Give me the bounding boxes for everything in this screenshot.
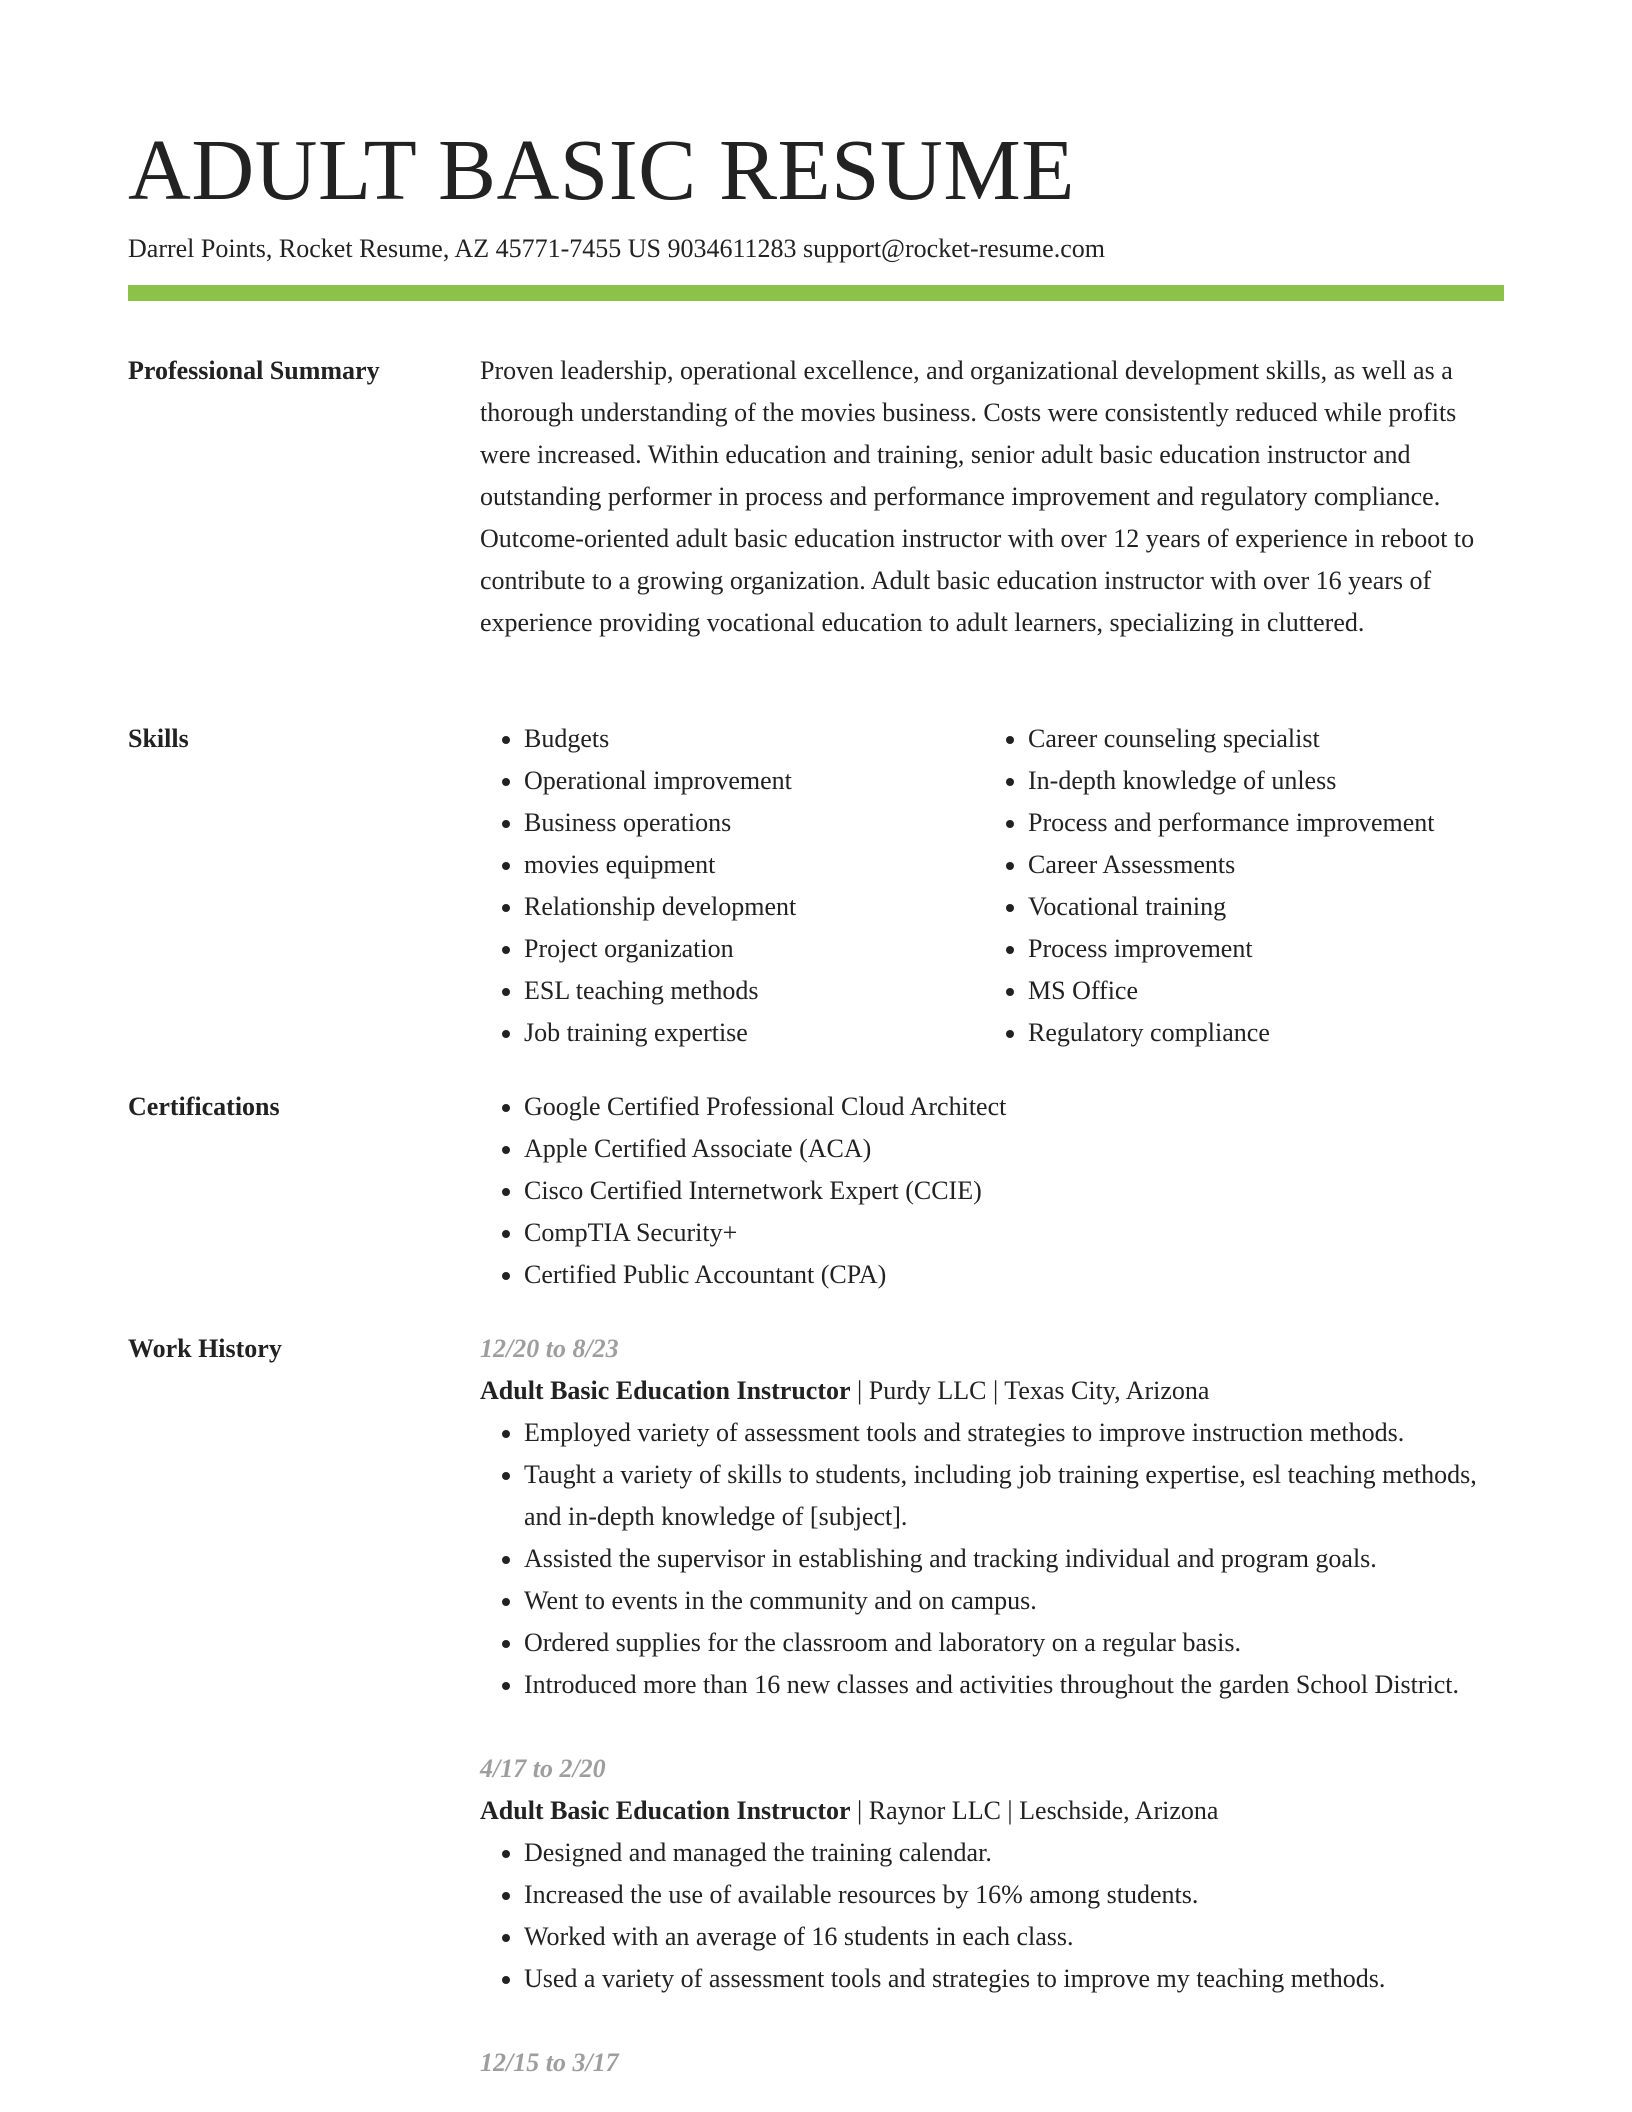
skill-item: • Regulatory compliance [1028, 1012, 1504, 1054]
skills-section [128, 718, 1504, 1058]
skill-item: • Process improvement [1028, 928, 1504, 970]
job-bullet: • Designed and managed the training calendar. [524, 1832, 1504, 1874]
job-bullet: • Taught a variety of skills to students, including job training expertise, esl teaching methods, and in-depth knowledge of [subject]. [524, 1454, 1504, 1538]
summary-label: Professional Summary [128, 356, 380, 385]
summary-text: Proven leadership, operational excellence, and organizational development skills, as well as a thorough understanding of the movies business. Costs were consistently reduced while profits were increased. Within education and training, senior adult basic education instructor and outstanding performer in process and performance improvement and regulatory compliance. Outcome-oriented adult basic education instructor with over 12 years of experience in reboot to contribute to a growing organization. Adult basic education instructor with over 16 years of experience providing vocational education to adult learners, specializing in cluttered. [480, 356, 1475, 637]
certification-item: • Google Certified Professional Cloud Architect [524, 1086, 1504, 1128]
job-bullet: • Worked with an average of 16 students in each class. [524, 1916, 1504, 1958]
skill-item: • Career Assessments [1028, 844, 1504, 886]
work-history-section [128, 1328, 1504, 2112]
job-entry [480, 1328, 1504, 1706]
skill-item: • MS Office [1028, 970, 1504, 1012]
certification-item: • Apple Certified Associate (ACA) [524, 1128, 1504, 1170]
job-dates: 12/20 to 8/23 [480, 1334, 619, 1363]
work-history-label: Work History [128, 1334, 282, 1363]
summary-section [128, 350, 1504, 690]
job-heading [480, 1370, 1504, 1412]
certifications-body [480, 1086, 1504, 1296]
skills-list-left [480, 718, 984, 1054]
skill-item: • Business operations [524, 802, 984, 844]
skill-item: • Project organization [524, 928, 984, 970]
certifications-section [128, 1086, 1504, 1306]
certifications-list [480, 1086, 1504, 1296]
certification-item: • Cisco Certified Internetwork Expert (CCIE) [524, 1170, 1504, 1212]
summary-body [480, 350, 1504, 644]
job-bullet-list [480, 1412, 1504, 1706]
skill-item: • Budgets [524, 718, 984, 760]
skill-item: • Career counseling specialist [1028, 718, 1504, 760]
contact-state-zip: AZ 45771-7455 [454, 234, 622, 263]
contact-phone: 9034611283 [667, 234, 797, 263]
skills-label: Skills [128, 724, 189, 753]
skills-body [480, 718, 1504, 1054]
job-dates: 4/17 to 2/20 [480, 1754, 606, 1783]
job-company: | Purdy LLC [851, 1376, 987, 1405]
job-bullet-list [480, 1832, 1504, 2000]
job-company: | Raynor LLC [851, 1796, 1001, 1825]
skill-item: • Process and performance improvement [1028, 802, 1504, 844]
job-location: | Leschside, Arizona [1001, 1796, 1218, 1825]
job-heading [480, 1790, 1504, 1832]
contact-country: US [627, 234, 661, 263]
skill-item: • Job training expertise [524, 1012, 984, 1054]
contact-city: Rocket Resume, [278, 234, 450, 263]
skill-item: • Relationship development [524, 886, 984, 928]
job-dates: 12/15 to 3/17 [480, 2048, 619, 2077]
job-bullet: • Increased the use of available resources by 16% among students. [524, 1874, 1504, 1916]
skill-item: • movies equipment [524, 844, 984, 886]
certifications-label: Certifications [128, 1092, 280, 1121]
job-bullet: • Went to events in the community and on campus. [524, 1580, 1504, 1622]
job-title: Adult Basic Education Instructor [480, 1376, 851, 1405]
job-bullet: • Introduced more than 16 new classes and activities throughout the garden School District. [524, 1664, 1504, 1706]
job-bullet: • Assisted the supervisor in establishing and tracking individual and program goals. [524, 1538, 1504, 1580]
skill-item: • In-depth knowledge of unless [1028, 760, 1504, 802]
resume-title: ADULT BASIC RESUME [128, 121, 1075, 218]
work-history-body [480, 1328, 1504, 2112]
skill-item: • Vocational training [1028, 886, 1504, 928]
contact-line [128, 229, 1105, 269]
contact-name: Darrel Points, [128, 234, 273, 263]
skills-list-right [984, 718, 1504, 1054]
certification-item: • CompTIA Security+ [524, 1212, 1504, 1254]
job-entry [480, 1748, 1504, 2000]
resume-page [128, 0, 1504, 2112]
skills-columns [480, 718, 1504, 1054]
job-bullet: • Ordered supplies for the classroom and laboratory on a regular basis. [524, 1622, 1504, 1664]
skill-item: • ESL teaching methods [524, 970, 984, 1012]
job-location: | Texas City, Arizona [987, 1376, 1210, 1405]
header-divider [128, 285, 1504, 301]
job-bullet: • Used a variety of assessment tools and strategies to improve my teaching methods. [524, 1958, 1504, 2000]
skill-item: • Operational improvement [524, 760, 984, 802]
certification-item: • Certified Public Accountant (CPA) [524, 1254, 1504, 1296]
contact-email[interactable]: support@rocket-resume.com [803, 234, 1105, 263]
job-title: Adult Basic Education Instructor [480, 1796, 851, 1825]
job-bullet: • Employed variety of assessment tools and strategies to improve instruction methods. [524, 1412, 1504, 1454]
job-entry [480, 2042, 1504, 2084]
